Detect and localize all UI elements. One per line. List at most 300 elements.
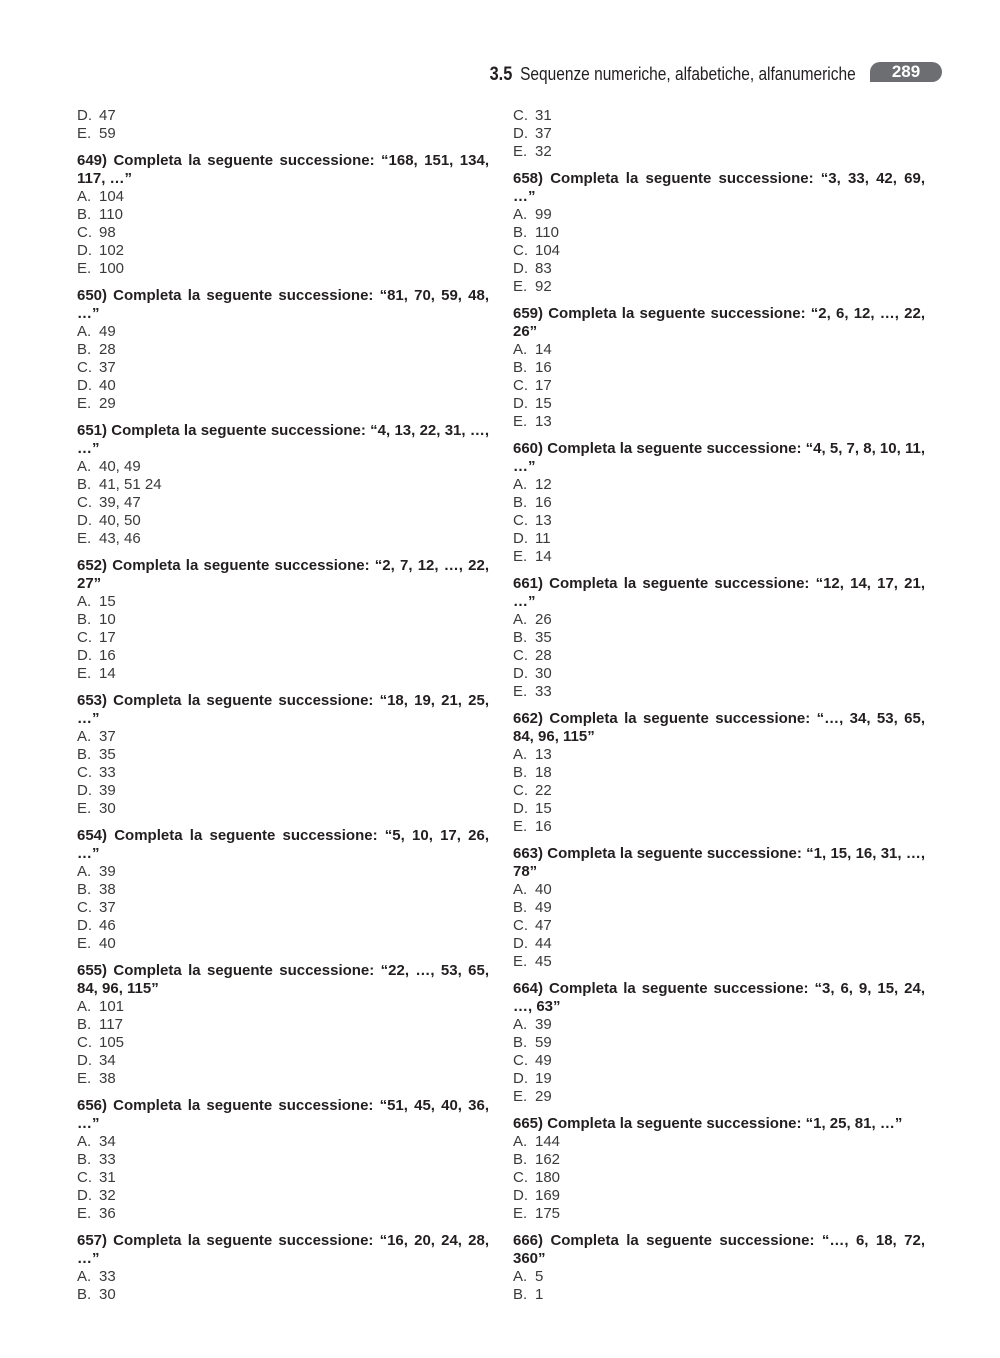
option-value: 40, 50 (99, 512, 141, 529)
option-value: 40 (99, 377, 116, 394)
option-letter: A. (513, 341, 528, 358)
answer-option (77, 494, 489, 512)
answer-option (77, 800, 489, 818)
option-value: 110 (99, 206, 123, 223)
option-value: 33 (99, 1151, 116, 1168)
option-letter: E. (77, 1205, 92, 1222)
answer-option (513, 395, 925, 413)
option-value: 49 (535, 899, 552, 916)
option-value: 39 (535, 1016, 552, 1033)
option-letter: C. (77, 494, 92, 511)
question-block (513, 980, 925, 1106)
option-letter: D. (77, 377, 92, 394)
answer-option (77, 530, 489, 548)
question-text: 652) Completa la seguente successione: “2, 7, 12, …, 22, 27” (77, 557, 489, 592)
option-value: 16 (535, 359, 552, 376)
question-block (77, 962, 489, 1088)
option-letter: C. (513, 1169, 528, 1186)
option-letter: A. (77, 1268, 92, 1285)
answer-option (513, 683, 925, 701)
option-value: 104 (535, 242, 561, 259)
option-value: 39 (99, 863, 116, 880)
option-value: 39, 47 (99, 494, 141, 511)
section-title: Sequenze numeriche, alfabetiche, alfanumeriche (520, 64, 856, 84)
question-text: 656) Completa la seguente successione: “51, 45, 40, 36, …” (77, 1097, 489, 1132)
option-value: 39 (99, 782, 116, 799)
question-text: 666) Completa la seguente successione: “…, 6, 18, 72, 360” (513, 1232, 925, 1267)
option-letter: E. (513, 818, 528, 835)
question-text: 663) Completa la seguente successione: “1, 15, 16, 31, …, 78” (513, 845, 925, 880)
option-value: 35 (535, 629, 552, 646)
question-text: 660) Completa la seguente successione: “4, 5, 7, 8, 10, 11, …” (513, 440, 925, 475)
option-letter: A. (513, 206, 528, 223)
answer-option (77, 899, 489, 917)
option-letter: D. (513, 260, 528, 277)
option-letter: B. (77, 341, 92, 358)
answer-option (513, 1088, 925, 1106)
answer-option (77, 107, 489, 125)
question-block (513, 1115, 925, 1223)
answer-option (77, 1187, 489, 1205)
question-block (513, 305, 925, 431)
answer-option (513, 278, 925, 296)
answer-option (513, 1133, 925, 1151)
answer-option (513, 530, 925, 548)
option-value: 16 (535, 818, 552, 835)
option-letter: B. (77, 206, 92, 223)
option-letter: A. (513, 746, 528, 763)
option-value: 102 (99, 242, 125, 259)
answer-option (77, 1070, 489, 1088)
answer-option (77, 125, 489, 143)
answer-option (513, 125, 925, 143)
option-letter: E. (513, 1088, 528, 1105)
answer-option (77, 224, 489, 242)
option-letter: D. (77, 512, 92, 529)
option-value: 35 (99, 746, 116, 763)
option-letter: E. (513, 1205, 528, 1222)
option-letter: C. (513, 242, 528, 259)
option-value: 40 (535, 881, 552, 898)
option-letter: B. (513, 764, 528, 781)
option-value: 22 (535, 782, 552, 799)
answer-option (77, 512, 489, 530)
section-number: 3.5 (489, 64, 513, 85)
option-letter: D. (513, 800, 528, 817)
answer-option (513, 476, 925, 494)
option-letter: C. (513, 107, 528, 124)
option-letter: C. (77, 359, 92, 376)
option-value: 5 (535, 1268, 544, 1285)
answer-option (77, 998, 489, 1016)
option-value: 33 (99, 764, 116, 781)
option-letter: E. (513, 278, 528, 295)
option-letter: D. (77, 782, 92, 799)
option-letter: D. (77, 107, 92, 124)
question-text: 654) Completa la seguente successione: “5, 10, 17, 26, …” (77, 827, 489, 862)
option-value: 47 (99, 107, 116, 124)
option-letter: D. (513, 530, 528, 547)
option-value: 31 (535, 107, 552, 124)
answer-option (513, 548, 925, 566)
option-letter: B. (77, 746, 92, 763)
option-value: 59 (535, 1034, 552, 1051)
question-text: 650) Completa la seguente successione: “81, 70, 59, 48, …” (77, 287, 489, 322)
option-letter: D. (513, 935, 528, 952)
answer-option (513, 647, 925, 665)
option-value: 99 (535, 206, 552, 223)
answer-option (77, 1286, 489, 1304)
option-letter: A. (513, 1268, 528, 1285)
option-value: 15 (535, 800, 552, 817)
option-letter: D. (513, 395, 528, 412)
page-header (0, 62, 942, 92)
answer-option (513, 1187, 925, 1205)
option-letter: A. (77, 1133, 92, 1150)
option-value: 40, 49 (99, 458, 141, 475)
question-block (77, 1232, 489, 1304)
option-value: 29 (99, 395, 116, 412)
answer-option (513, 899, 925, 917)
option-letter: B. (77, 611, 92, 628)
option-value: 46 (99, 917, 116, 934)
option-value: 45 (535, 953, 552, 970)
option-value: 32 (535, 143, 552, 160)
option-letter: B. (513, 494, 528, 511)
answer-option (77, 647, 489, 665)
answer-option (513, 629, 925, 647)
right-column (513, 107, 925, 1313)
answer-option (513, 1151, 925, 1169)
option-value: 105 (99, 1034, 125, 1051)
option-letter: E. (513, 548, 528, 565)
answer-option (77, 1052, 489, 1070)
question-block (513, 1232, 925, 1304)
answer-option (513, 1034, 925, 1052)
option-letter: E. (513, 953, 528, 970)
answer-option (77, 206, 489, 224)
answer-option (77, 323, 489, 341)
question-block (77, 152, 489, 278)
option-letter: C. (77, 764, 92, 781)
option-letter: E. (77, 665, 92, 682)
option-letter: C. (513, 1052, 528, 1069)
answer-option (77, 764, 489, 782)
question-text: 658) Completa la seguente successione: “3, 33, 42, 69, …” (513, 170, 925, 205)
option-value: 33 (535, 683, 552, 700)
option-letter: A. (77, 323, 92, 340)
option-letter: E. (513, 683, 528, 700)
option-letter: B. (77, 1151, 92, 1168)
question-text: 664) Completa la seguente successione: “3, 6, 9, 15, 24, …, 63” (513, 980, 925, 1015)
option-letter: D. (513, 1187, 528, 1204)
question-text: 661) Completa la seguente successione: “12, 14, 17, 21, …” (513, 575, 925, 610)
answer-option (513, 494, 925, 512)
answer-option (77, 1268, 489, 1286)
answer-option (77, 1016, 489, 1034)
option-letter: B. (513, 224, 528, 241)
question-text: 659) Completa la seguente successione: “2, 6, 12, …, 22, 26” (513, 305, 925, 340)
option-value: 37 (99, 899, 116, 916)
option-letter: C. (513, 917, 528, 934)
answer-option (77, 863, 489, 881)
answer-option (513, 881, 925, 899)
option-value: 175 (535, 1205, 561, 1222)
option-value: 14 (99, 665, 116, 682)
option-letter: C. (513, 782, 528, 799)
option-value: 47 (535, 917, 552, 934)
answer-option (77, 593, 489, 611)
question-text: 657) Completa la seguente successione: “16, 20, 24, 28, …” (77, 1232, 489, 1267)
answer-option (77, 1034, 489, 1052)
option-letter: E. (77, 395, 92, 412)
option-value: 29 (535, 1088, 552, 1105)
answer-option (513, 512, 925, 530)
answer-option (513, 206, 925, 224)
answer-option (77, 935, 489, 953)
option-letter: B. (513, 1034, 528, 1051)
option-value: 16 (99, 647, 116, 664)
answer-option (77, 629, 489, 647)
answer-option (77, 917, 489, 935)
answer-option (77, 1169, 489, 1187)
option-value: 1 (535, 1286, 544, 1303)
option-value: 28 (535, 647, 552, 664)
option-letter: A. (513, 1133, 528, 1150)
option-letter: A. (77, 998, 92, 1015)
question-block (77, 827, 489, 953)
option-letter: A. (513, 1016, 528, 1033)
option-letter: A. (77, 458, 92, 475)
option-letter: C. (513, 512, 528, 529)
answer-option (77, 746, 489, 764)
option-letter: B. (513, 359, 528, 376)
option-letter: E. (513, 143, 528, 160)
option-value: 44 (535, 935, 552, 952)
answer-option (513, 242, 925, 260)
left-column (77, 107, 489, 1313)
option-value: 30 (535, 665, 552, 682)
option-letter: E. (77, 530, 92, 547)
option-value: 117 (99, 1016, 123, 1033)
page-number-badge: 289 (870, 62, 942, 82)
option-letter: E. (77, 935, 92, 952)
answer-option (77, 1133, 489, 1151)
option-letter: D. (513, 665, 528, 682)
question-block (77, 1097, 489, 1223)
option-letter: C. (77, 899, 92, 916)
option-value: 37 (99, 359, 116, 376)
answer-option (513, 764, 925, 782)
question-text: 651) Completa la seguente successione: “4, 13, 22, 31, …, …” (77, 422, 489, 457)
answer-option (513, 1016, 925, 1034)
option-value: 110 (535, 224, 559, 241)
option-value: 31 (99, 1169, 116, 1186)
option-letter: E. (77, 800, 92, 817)
option-letter: A. (77, 863, 92, 880)
option-letter: B. (513, 1151, 528, 1168)
option-value: 43, 46 (99, 530, 141, 547)
answer-option (77, 1151, 489, 1169)
option-value: 98 (99, 224, 116, 241)
answer-option (513, 260, 925, 278)
answer-option (77, 665, 489, 683)
answer-option (513, 1052, 925, 1070)
option-letter: A. (77, 728, 92, 745)
option-value: 16 (535, 494, 552, 511)
option-letter: C. (513, 647, 528, 664)
answer-option (77, 359, 489, 377)
option-letter: E. (513, 413, 528, 430)
option-value: 10 (99, 611, 116, 628)
option-letter: B. (513, 899, 528, 916)
option-letter: D. (77, 1187, 92, 1204)
option-value: 13 (535, 512, 552, 529)
option-value: 33 (99, 1268, 116, 1285)
answer-option (77, 188, 489, 206)
question-block (77, 287, 489, 413)
answer-option (513, 224, 925, 242)
answer-option (513, 665, 925, 683)
option-letter: B. (77, 1286, 92, 1303)
question-block (77, 692, 489, 818)
answer-option (77, 242, 489, 260)
option-letter: C. (77, 629, 92, 646)
option-value: 18 (535, 764, 552, 781)
answer-option (513, 341, 925, 359)
option-value: 36 (99, 1205, 116, 1222)
option-letter: B. (77, 881, 92, 898)
option-letter: C. (513, 377, 528, 394)
answer-option (77, 458, 489, 476)
option-letter: E. (77, 1070, 92, 1087)
question-block (513, 575, 925, 701)
option-letter: D. (513, 1070, 528, 1087)
option-letter: B. (77, 1016, 92, 1033)
option-letter: D. (77, 647, 92, 664)
question-text: 665) Completa la seguente successione: “1, 25, 81, …” (513, 1115, 903, 1132)
option-value: 83 (535, 260, 552, 277)
answer-option (513, 1286, 925, 1304)
answer-option (513, 413, 925, 431)
answer-option (513, 953, 925, 971)
option-value: 59 (99, 125, 116, 142)
answer-option (513, 917, 925, 935)
option-value: 34 (99, 1133, 116, 1150)
option-value: 144 (535, 1133, 561, 1150)
section-heading (490, 64, 856, 86)
option-value: 32 (99, 1187, 116, 1204)
answer-option (77, 476, 489, 494)
option-letter: B. (513, 1286, 528, 1303)
option-value: 100 (99, 260, 125, 277)
option-value: 38 (99, 881, 116, 898)
question-text: 653) Completa la seguente successione: “18, 19, 21, 25, …” (77, 692, 489, 727)
answer-option (77, 1205, 489, 1223)
option-value: 37 (99, 728, 116, 745)
option-value: 14 (535, 341, 552, 358)
option-value: 19 (535, 1070, 552, 1087)
option-value: 28 (99, 341, 116, 358)
answer-option (77, 728, 489, 746)
option-value: 40 (99, 935, 116, 952)
option-letter: A. (513, 611, 528, 628)
answer-option (513, 746, 925, 764)
continued-options (513, 107, 925, 161)
option-letter: C. (77, 1034, 92, 1051)
question-block (513, 710, 925, 836)
answer-option (513, 143, 925, 161)
answer-option (513, 611, 925, 629)
continued-options (77, 107, 489, 143)
option-value: 26 (535, 611, 552, 628)
option-letter: D. (77, 1052, 92, 1069)
answer-option (513, 1268, 925, 1286)
option-letter: C. (77, 1169, 92, 1186)
option-value: 162 (535, 1151, 561, 1168)
option-value: 92 (535, 278, 552, 295)
option-value: 180 (535, 1169, 561, 1186)
answer-option (513, 1169, 925, 1187)
question-text: 649) Completa la seguente successione: “168, 151, 134, 117, …” (77, 152, 489, 187)
answer-option (77, 341, 489, 359)
answer-option (77, 611, 489, 629)
option-value: 37 (535, 125, 552, 142)
option-value: 104 (99, 188, 125, 205)
option-value: 11 (535, 530, 551, 547)
option-letter: A. (77, 188, 92, 205)
question-block (77, 557, 489, 683)
option-value: 17 (535, 377, 552, 394)
answer-option (513, 107, 925, 125)
option-letter: A. (513, 881, 528, 898)
option-letter: C. (77, 224, 92, 241)
answer-option (513, 800, 925, 818)
option-value: 49 (535, 1052, 552, 1069)
option-value: 17 (99, 629, 116, 646)
option-value: 34 (99, 1052, 116, 1069)
option-letter: D. (513, 125, 528, 142)
option-value: 13 (535, 413, 552, 430)
answer-option (513, 818, 925, 836)
option-value: 101 (99, 998, 125, 1015)
answer-option (513, 935, 925, 953)
answer-option (513, 1070, 925, 1088)
answer-option (513, 377, 925, 395)
option-letter: A. (513, 476, 528, 493)
option-letter: B. (513, 629, 528, 646)
question-text: 662) Completa la seguente successione: “…, 34, 53, 65, 84, 96, 115” (513, 710, 925, 745)
option-letter: B. (77, 476, 92, 493)
option-value: 30 (99, 800, 116, 817)
option-value: 14 (535, 548, 552, 565)
option-value: 49 (99, 323, 116, 340)
option-letter: D. (77, 917, 92, 934)
answer-option (77, 881, 489, 899)
option-value: 15 (99, 593, 116, 610)
option-value: 41, 51 24 (99, 476, 162, 493)
answer-option (513, 782, 925, 800)
option-letter: E. (77, 260, 92, 277)
question-block (77, 422, 489, 548)
question-block (513, 440, 925, 566)
answer-option (513, 1205, 925, 1223)
option-value: 12 (535, 476, 552, 493)
option-value: 15 (535, 395, 552, 412)
answer-option (513, 359, 925, 377)
question-text: 655) Completa la seguente successione: “22, …, 53, 65, 84, 96, 115” (77, 962, 489, 997)
answer-option (77, 395, 489, 413)
